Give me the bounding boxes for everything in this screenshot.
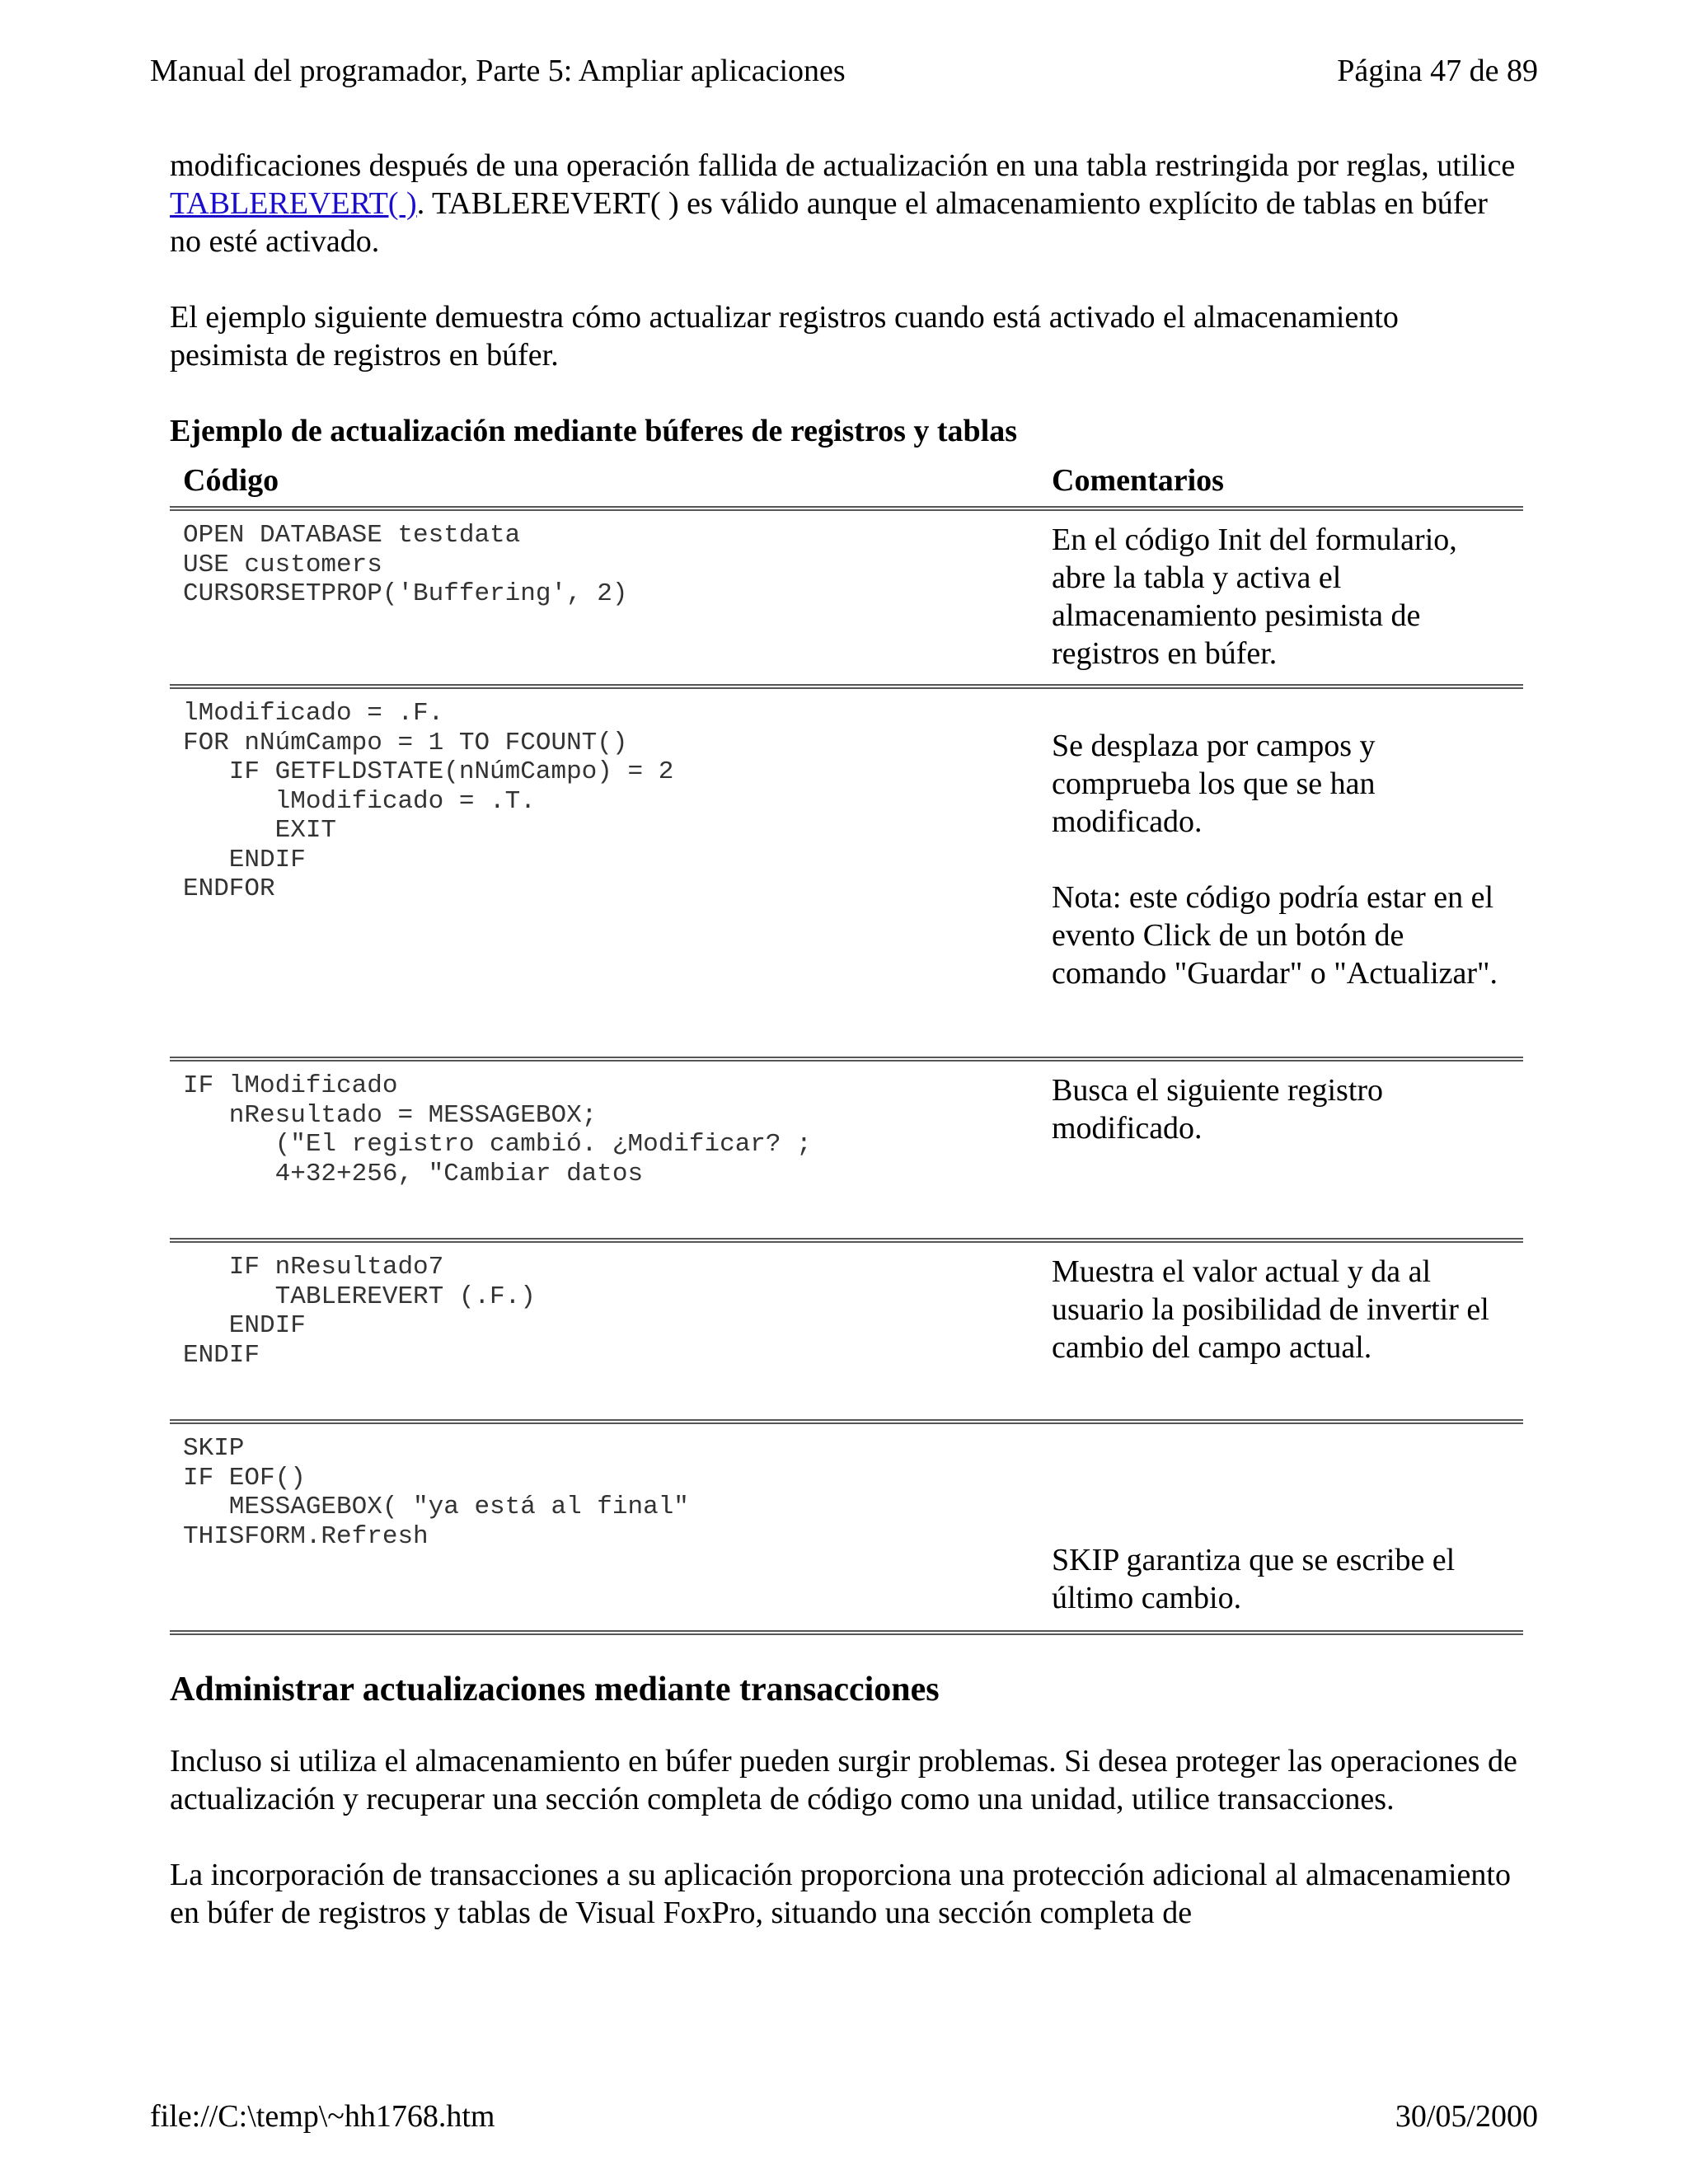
comment-cell <box>1039 1422 1523 1633</box>
comment-cell <box>1039 1240 1523 1422</box>
table-row <box>170 1240 1523 1422</box>
comment-cell <box>1039 687 1523 1059</box>
code-block: lModificado = .F. FOR nNúmCampo = 1 TO FCOUNT() IF GETFLDSTATE(nNúmCampo) = 2 lModificado = .T. EXIT ENDIF ENDFOR <box>183 699 674 903</box>
table-row <box>170 1422 1523 1633</box>
page-number: Página 47 de 89 <box>1337 54 1538 88</box>
intro-text: . TABLEREVERT( ) es válido aunque el almacenamiento explícito de tablas en búfer no esté activado. <box>170 186 1488 259</box>
code-block: OPEN DATABASE testdata USE customers CURSORSETPROP('Buffering', 2) <box>183 521 628 608</box>
table-header-row <box>170 458 1523 509</box>
table-row <box>170 1059 1523 1240</box>
comment-text: En el código Init del formulario, abre la tabla y activa el almacenamiento pesimista de registros en búfer. <box>1052 523 1457 671</box>
page-footer <box>150 2093 1538 2139</box>
comment-text: Muestra el valor actual y da al usuario la posibilidad de invertir el cambio del campo actual. <box>1052 1254 1489 1365</box>
tablerevert-link[interactable]: TABLEREVERT( ) <box>170 186 417 221</box>
page-content <box>170 147 1523 2022</box>
code-cell <box>170 1422 1039 1633</box>
comment-note: Nota: este código podría estar en el evento Click de un botón de comando "Guardar" o "Actualizar". <box>1052 880 1498 991</box>
code-cell <box>170 687 1039 1059</box>
section-heading: Administrar actualizaciones mediante transacciones <box>170 1671 940 1708</box>
comment-text: Busca el siguiente registro modificado. <box>1052 1073 1384 1146</box>
intro-paragraph-1 <box>170 147 1523 260</box>
comment-cell <box>1039 509 1523 687</box>
print-date: 30/05/2000 <box>1395 2099 1538 2134</box>
example-table <box>170 458 1523 1635</box>
column-header-code: Código <box>170 458 1039 509</box>
column-header-comments: Comentarios <box>1039 458 1523 509</box>
comment-text: SKIP garantiza que se escribe el último cambio. <box>1052 1543 1456 1615</box>
page-header <box>150 48 1538 94</box>
comment-cell <box>1039 1059 1523 1240</box>
table-row <box>170 687 1523 1059</box>
intro-text: modificaciones después de una operación fallida de actualización en una tabla restringida por reglas, utilice <box>170 148 1516 183</box>
section-paragraph-2: La incorporación de transacciones a su aplicación proporciona una protección adicional al almacenamiento en búfer de registros y tablas de Visual FoxPro, situando una sección completa de <box>170 1858 1511 1930</box>
example-heading: Ejemplo de actualización mediante búferes de registros y tablas <box>170 414 1018 448</box>
comment-text: Se desplaza por campos y comprueba los que se han modificado. <box>1052 729 1376 839</box>
code-block: SKIP IF EOF() MESSAGEBOX( "ya está al final" THISFORM.Refresh <box>183 1434 689 1551</box>
code-block: IF nResultado7 TABLEREVERT (.F.) ENDIF ENDIF <box>183 1253 536 1370</box>
section-paragraph-1: Incluso si utiliza el almacenamiento en búfer pueden surgir problemas. Si desea proteger las operaciones de actualización y recuperar una sección completa de código como una unidad, utilice transacciones. <box>170 1744 1517 1816</box>
code-block: IF lModificado nResultado = MESSAGEBOX; ("El registro cambió. ¿Modificar? ; 4+32+256, "Cambiar datos <box>183 1071 812 1188</box>
document-title: Manual del programador, Parte 5: Ampliar aplicaciones <box>150 54 846 88</box>
intro-paragraph-2: El ejemplo siguiente demuestra cómo actualizar registros cuando está activado el almacenamiento pesimista de registros en búfer. <box>170 300 1399 373</box>
table-row <box>170 509 1523 687</box>
code-cell <box>170 1240 1039 1422</box>
file-path: file://C:\temp\~hh1768.htm <box>150 2099 495 2134</box>
code-cell <box>170 1059 1039 1240</box>
code-cell <box>170 509 1039 687</box>
